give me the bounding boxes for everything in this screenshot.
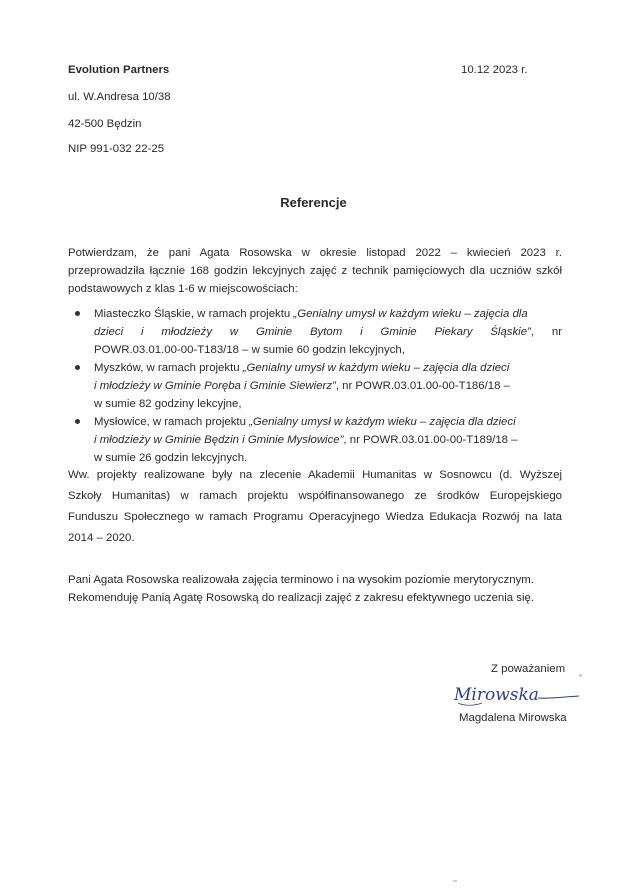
signer-name: Magdalena Mirowska [459,712,567,724]
sender-name: Evolution Partners [68,64,170,76]
project-code: , nr POWR.03.01.00-00-T189/18 – [343,434,518,446]
paragraph-line: Ww. projekty realizowane były na zlecenie Akademii Humanitas w Sosnowcu (d. Wyższej [68,469,562,481]
intro-paragraph [68,244,562,298]
list-item [75,305,562,359]
bullet-icon [75,311,80,316]
paragraph-line: 2014 – 2020. [68,532,135,544]
project-code: , nr POWR.03.01.00-00-T186/18 – [335,380,510,392]
letter-title: Referencje [280,195,347,210]
projects-paragraph [68,465,562,549]
sender-nip: NIP 991-032 22-25 [68,143,165,155]
project-name: dzieci i młodzieży w Gminie Bytom i Gminie Piekary Śląskie” [94,326,531,338]
intro-line: Potwierdzam, że pani Agata Rosowska w okresie listopad 2022 – kwiecień 2023 r. [68,247,562,259]
project-name: i młodzieży w Gminie Będzin i Gminie Mysłowice” [94,434,344,446]
locations-list [75,305,562,467]
sender-street: ul. W.Andresa 10/38 [68,91,171,103]
location-text: Mysłowice, w ramach projektu [94,416,250,428]
hours-text: w sumie 26 godzin lekcyjnych. [94,452,248,464]
list-item [75,359,562,413]
bullet-icon [75,419,80,424]
intro-line: przeprowadziła łącznie 168 godzin lekcyjnych zajęć z technik pamięciowych dla uczniów szkół [68,265,562,277]
signature-flourish [538,696,579,698]
paragraph-line: Pani Agata Rosowska realizowała zajęcia terminowo i na wysokim poziomie merytorycznym. [68,574,534,586]
hours-text: POWR.03.01.00-00-T183/18 – w sumie 60 godzin lekcyjnych, [94,344,405,356]
recommendation-paragraph [68,571,568,607]
location-text: Miasteczko Śląskie, w ramach projektu [94,308,294,320]
project-name: „Genialny umysł w każdym wieku – zajęcia dla dzieci [242,362,510,374]
project-name: i młodzieży w Gminie Poręba i Gminie Siewierz” [94,380,336,392]
bullet-icon [75,365,80,370]
scan-mark [453,880,457,882]
paragraph-line: Szkoły Humanitas) w ramach projektu współfinansowanego ze środków Europejskiego [68,490,562,502]
list-item [75,413,562,467]
sender-city: 42-500 Będzin [68,118,142,130]
signature-text: Mirowska [454,685,539,705]
project-name: „Genialny umysł w każdym wieku – zajęcia dla [293,308,528,320]
hours-text: w sumie 82 godziny lekcyjne, [94,398,242,410]
location-text: Myszków, w ramach projektu [94,362,243,374]
paragraph-line: Funduszu Społecznego w ramach Programu Operacyjnego Wiedza Edukacja Rozwój na lata [68,511,562,523]
paragraph-line: Rekomenduję Panią Agatę Rosowską do realizacji zajęć z zakresu efektywnego uczenia się. [68,592,535,604]
closing-regards: Z poważaniem [491,663,566,675]
project-code: , nr [530,326,562,338]
intro-line: podstawowych z klas 1-6 w miejscowościach: [68,283,298,295]
handwritten-signature [452,676,582,712]
project-name: „Genialny umysł w każdym wieku – zajęcia dla dzieci [249,416,516,428]
letter-date: 10.12 2023 r. [461,64,528,76]
